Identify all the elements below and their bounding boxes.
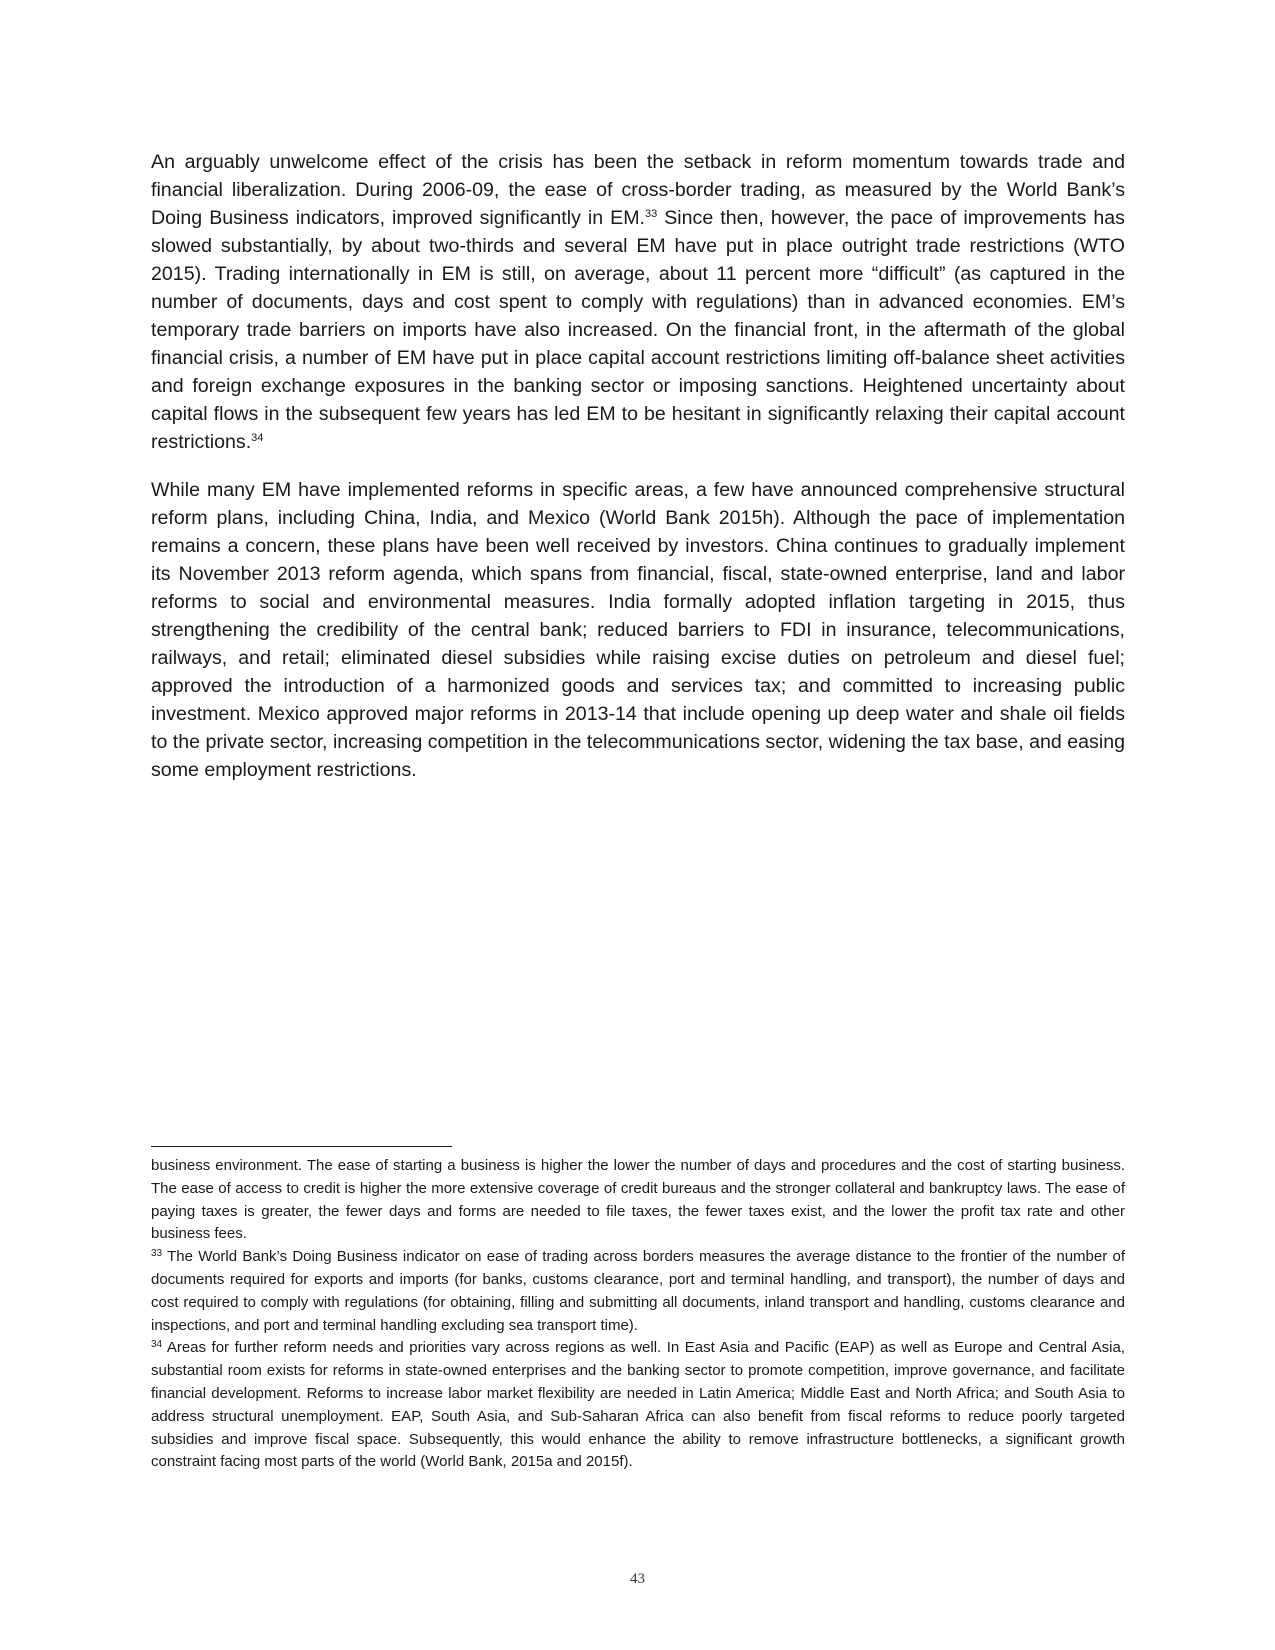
footnote-continued: business environment. The ease of starting a business is higher the lower the number of days and procedures and the cost of starting business. The ease of access to credit is higher the more extensive coverage of credit bureaus and the stronger collateral and bankruptcy laws. The ease of paying taxes is greater, the fewer days and forms are needed to file taxes, the fewer taxes exist, and the lower the profit tax rate and other business fees.	[151, 1157, 1125, 1243]
main-text	[151, 148, 1125, 804]
paragraph-trade-liberalization	[151, 148, 1125, 456]
paragraph-structural-reforms: While many EM have implemented reforms in specific areas, a few have announced comprehensive structural reform plans, including China, India, and Mexico (World Bank 2015h). Although the pace of implementation remains a concern, these plans have been well received by investors. China continues to gradually implement its November 2013 reform agenda, which spans from financial, fiscal, state-owned enterprise, land and labor reforms to social and environmental measures. India formally adopted inflation targeting in 2015, thus strengthening the credibility of the central bank; reduced barriers to FDI in insurance, telecommunications, railways, and retail; eliminated diesel subsidies while raising excise duties on petroleum and diesel fuel; approved the introduction of a harmonized goods and services tax; and committed to increasing public investment. Mexico approved major reforms in 2013-14 that include opening up deep water and shale oil fields to the private sector, increasing competition in the telecommunications sector, widening the tax base, and easing some employment restrictions.	[151, 479, 1125, 781]
footnote-34	[151, 1337, 1125, 1474]
footnote-reference-34[interactable]: 34	[251, 432, 264, 444]
paragraph-text: Since then, however, the pace of improvements has slowed substantially, by about two-thirds and several EM have put in place outright trade restrictions (WTO 2015). Trading internationally in EM is still, on average, about 11 percent more “difficult” (as captured in the number of documents, days and cost spent to comply with regulations) than in advanced economies. EM’s temporary trade barriers on imports have also increased. On the financial front, in the aftermath of the global financial crisis, a number of EM have put in place capital account restrictions limiting off-balance sheet activities and foreign exchange exposures in the banking sector or imposing sanctions. Heightened uncertainty about capital flows in the subsequent few years has led EM to be hesitant in significantly relaxing their capital account restrictions.	[151, 207, 1125, 453]
page-number: 43	[630, 1571, 645, 1587]
paragraph-text: An arguably unwelcome effect of the crisis has been the setback in reform momentum towards trade and financial liberalization. During 2006-09, the ease of cross-border trading, as measured by the World Bank’s Doing Business indicators, improved significantly in EM.	[151, 151, 1125, 229]
footnote-marker-33: 33	[151, 1248, 163, 1260]
footnote-33	[151, 1246, 1125, 1337]
footnote-separator	[151, 1146, 452, 1147]
footnotes	[151, 1155, 1125, 1474]
footnote-marker-34: 34	[151, 1339, 163, 1351]
footnote-reference-33[interactable]: 33	[644, 208, 658, 220]
footnote-text: The World Bank’s Doing Business indicator on ease of trading across borders measures the average distance to the frontier of the number of documents required for exports and imports (for banks, customs clearance, port and terminal handling, and transport), the number of days and cost required to comply with regulations (for obtaining, filling and submitting all documents, inland transport and handling, customs clearance and inspections, and port and terminal handling excluding sea transport time).	[151, 1248, 1125, 1334]
footnote-text: Areas for further reform needs and priorities vary across regions as well. In East Asia and Pacific (EAP) as well as Europe and Central Asia, substantial room exists for reforms in state-owned enterprises and the banking sector to promote competition, improve governance, and facilitate financial development. Reforms to increase labor market flexibility are needed in Latin America; Middle East and North Africa; and South Asia to address structural unemployment. EAP, South Asia, and Sub-Saharan Africa can also benefit from fiscal reforms to reduce poorly targeted subsidies and improve fiscal space. Subsequently, this would enhance the ability to remove infrastructure bottlenecks, a significant growth constraint facing most parts of the world (World Bank, 2015a and 2015f).	[151, 1339, 1125, 1471]
